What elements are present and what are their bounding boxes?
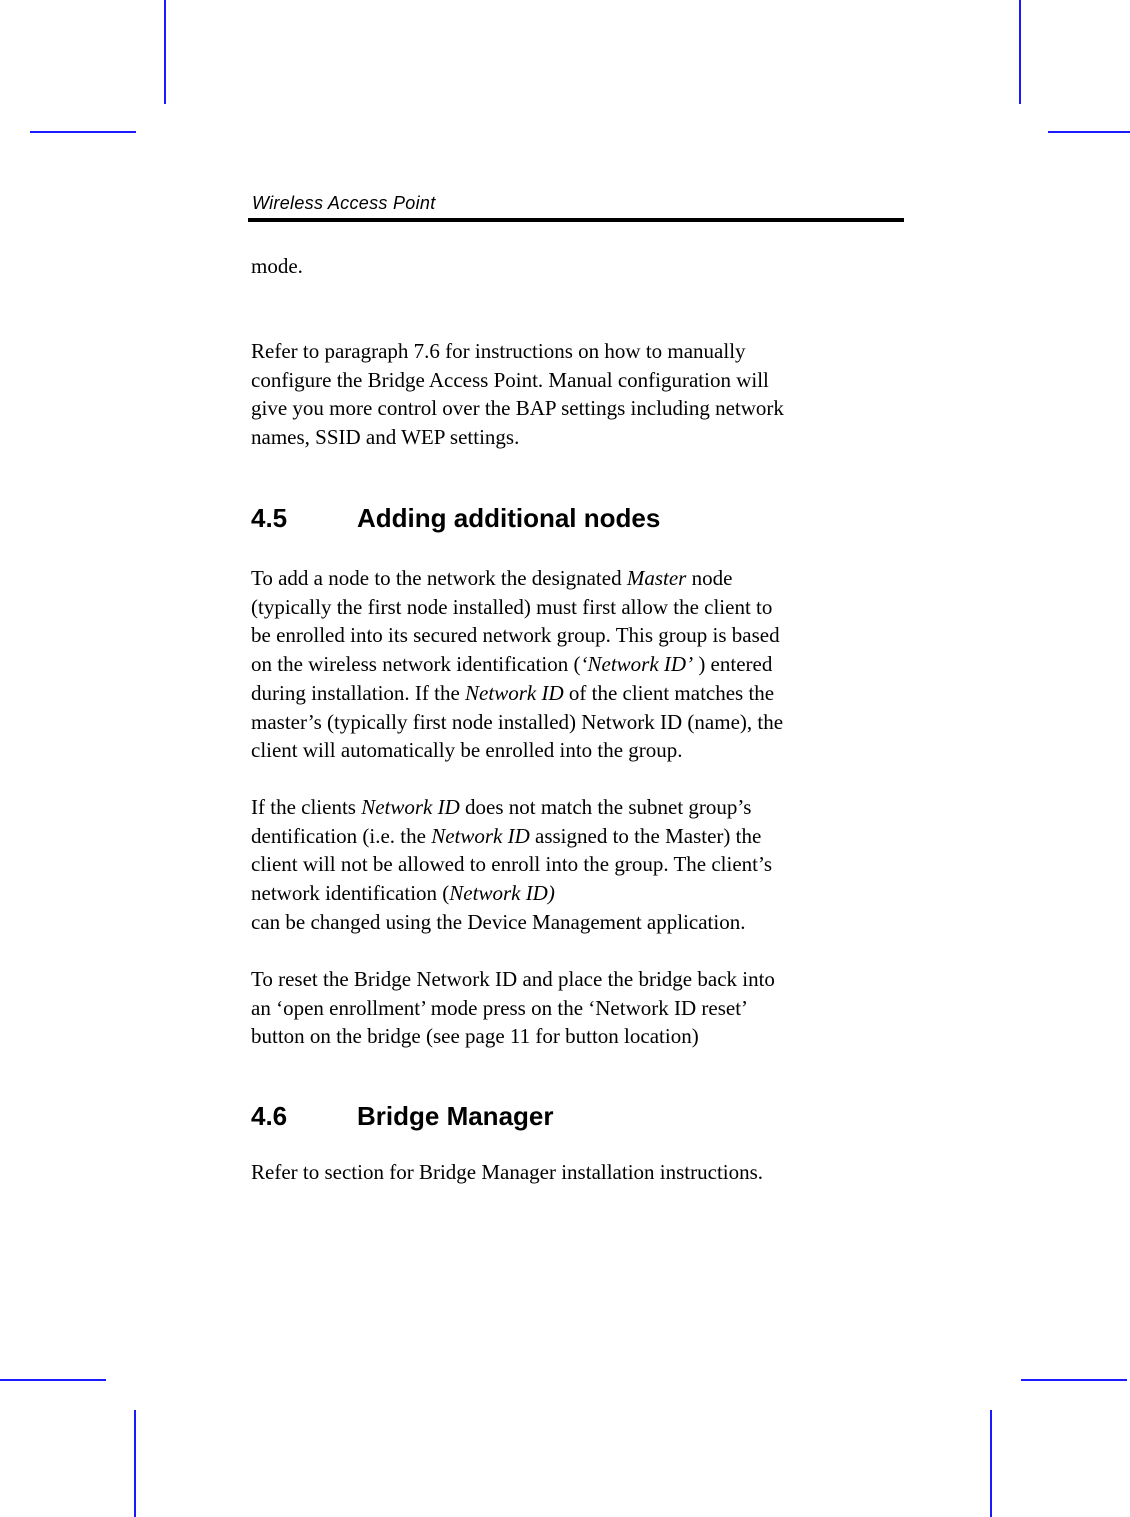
section-4-5-paragraph-3 — [251, 965, 775, 1051]
crop-mark-bottom-left-horizontal — [0, 1379, 106, 1381]
section-4-5-paragraph-1 — [251, 564, 783, 765]
section-heading-4-5 — [251, 503, 660, 534]
paragraph-line: button on the bridge (see page 11 for button location) — [251, 1024, 699, 1049]
paragraph-line: dentification (i.e. the Network ID assigned to the Master) the — [251, 823, 762, 848]
section-title: Bridge Manager — [357, 1101, 554, 1131]
crop-mark-top-left-vertical — [164, 0, 166, 104]
intro-line: names, SSID and WEP settings. — [251, 425, 520, 450]
paragraph-line: can be changed using the Device Management application. — [251, 909, 746, 934]
paragraph-line: client will not be allowed to enroll into the group. The client’s — [251, 852, 773, 877]
intro-fragment: mode. — [251, 254, 303, 278]
paragraph-line: on the wireless network identification (‘Network ID’ ) entered — [251, 652, 773, 677]
section-number: 4.5 — [251, 503, 288, 533]
running-header: Wireless Access Point — [252, 193, 436, 213]
paragraph-line: an ‘open enrollment’ mode press on the ‘Network ID reset’ — [251, 995, 749, 1020]
intro-line: give you more control over the BAP settings including network — [251, 396, 784, 421]
intro-line: configure the Bridge Access Point. Manual configuration will — [251, 367, 769, 392]
intro-line: Refer to paragraph 7.6 for instructions on how to manually — [251, 339, 746, 363]
section-title: Adding additional nodes — [357, 503, 661, 533]
crop-mark-bottom-right-vertical — [990, 1410, 992, 1517]
intro-paragraph — [251, 337, 784, 452]
paragraph-line: To add a node to the network the designated Master node — [251, 566, 733, 590]
section-heading-4-6 — [251, 1101, 554, 1132]
paragraph-line: client will automatically be enrolled into the group. — [251, 738, 683, 763]
section-4-6-paragraph — [251, 1158, 763, 1187]
crop-mark-bottom-right-horizontal — [1021, 1379, 1127, 1381]
crop-mark-top-right-vertical — [1019, 0, 1021, 104]
paragraph-line: To reset the Bridge Network ID and place the bridge back into — [251, 967, 775, 991]
paragraph-line: master’s (typically first node installed) Network ID (name), the — [251, 709, 784, 734]
paragraph-line: Refer to section for Bridge Manager installation instructions. — [251, 1160, 764, 1184]
section-4-5-paragraph-2 — [251, 793, 772, 937]
paragraph-line: (typically the first node installed) must first allow the client to — [251, 594, 773, 619]
crop-mark-top-right-horizontal — [1048, 131, 1130, 133]
crop-mark-top-left-horizontal — [30, 131, 136, 133]
paragraph-line: be enrolled into its secured network group. This group is based — [251, 623, 780, 648]
paragraph-line: during installation. If the Network ID of the client matches the — [251, 680, 775, 705]
crop-mark-bottom-left-vertical — [134, 1410, 136, 1517]
paragraph-line: network identification (Network ID) — [251, 881, 555, 906]
section-number: 4.6 — [251, 1101, 288, 1131]
header-rule — [248, 218, 904, 222]
paragraph-line: If the clients Network ID does not match the subnet group’s — [251, 795, 752, 819]
